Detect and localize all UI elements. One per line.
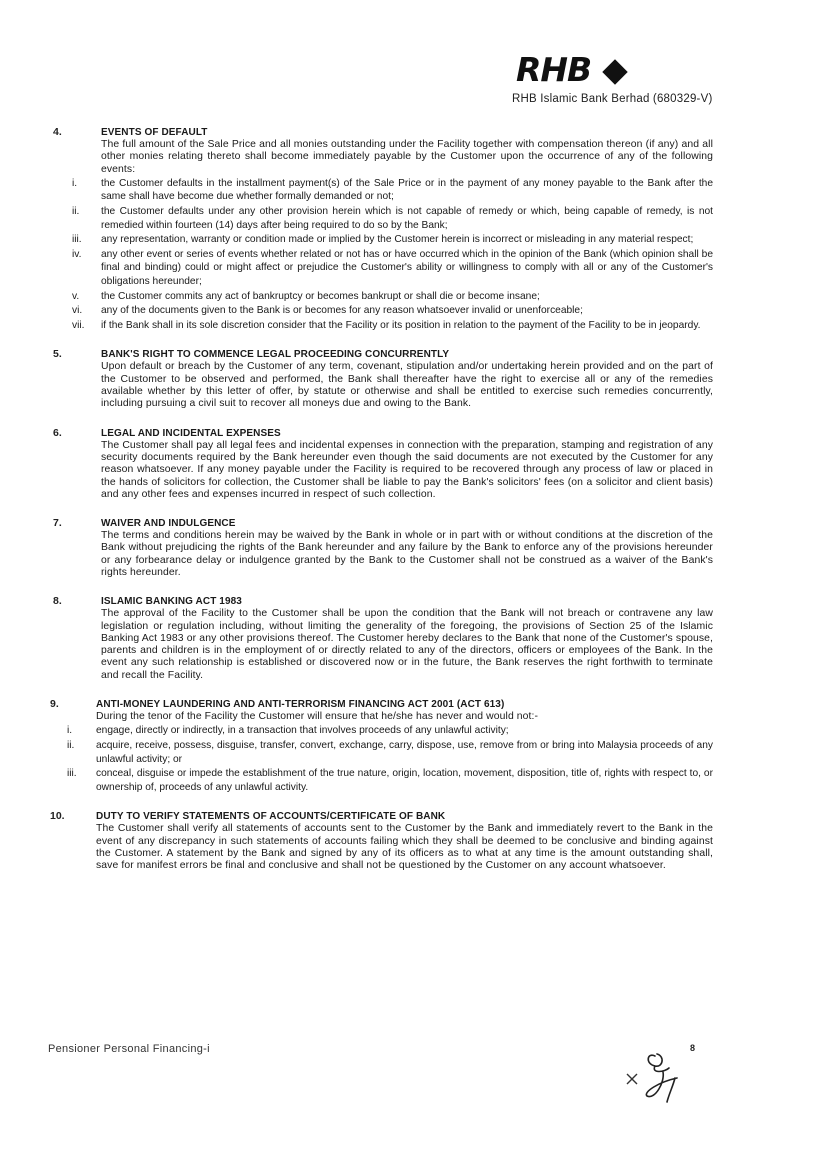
item-number: i. [67,725,73,737]
clause-title: DUTY TO VERIFY STATEMENTS OF ACCOUNTS/CERTIFICATE OF BANK [96,811,446,823]
list-item [72,177,713,204]
clause-text: Upon default or breach by the Customer of any term, covenant, stipulation and/or undertaking herein provided and on the part of the Customer to be observed and performed, the Bank shall thereafter have the right to exercise all or any of the remedies available whether by this letter of offer, by statute or otherwise and shall be entitled to exercise such remedies concurrently, including pursuing a civil suit to recover all moneys due and owing to the Bank. [101,361,713,410]
clause-title: WAIVER AND INDULGENCE [101,518,236,530]
item-number: ii. [72,206,80,218]
signature-mark [625,1038,697,1110]
item-text: the Customer defaults in the installment payment(s) of the Sale Price or in the payment of any money payable to the Bank after the same shall have become due whether formally demanded or not; [101,177,713,203]
clause-title: BANK'S RIGHT TO COMMENCE LEGAL PROCEEDING CONCURRENTLY [101,349,450,361]
list-item [72,233,713,247]
clause-legal-expenses [0,427,826,501]
clause-anti-money-laundering [0,698,826,794]
item-number: iii. [67,768,77,780]
clause-title: EVENTS OF DEFAULT [101,127,208,138]
item-number: ii. [67,739,75,751]
item-text: any of the documents given to the Bank is or becomes for any reason whatsoever invalid or unenforceable; [101,305,583,317]
clause-waiver [0,517,826,579]
item-number: vi. [72,305,83,317]
clause-number: 6. [53,426,62,439]
item-number: iv. [72,248,82,260]
item-text: any other event or series of events whether related or not has or have occurred which in the opinion of the Bank (which opinion shall be final and binding) could or might affect or prejudice the Customer's ability or willingness to comply with all or any of the Customer's obligations hereunder; [101,248,713,288]
clause-number: 9. [50,698,59,711]
list-item [72,205,713,232]
clauses [0,126,826,889]
item-number: i. [72,177,78,189]
clause-text: During the tenor of the Facility the Customer will ensure that he/she has never and would not:- [96,711,539,723]
list-item [72,290,713,304]
clause-events-of-default [0,126,826,332]
footer-product-name: Pensioner Personal Financing-i [48,1043,210,1055]
logo-diamond-icon [602,59,627,84]
clause-text: The full amount of the Sale Price and all monies outstanding under the Facility together with compensation thereon (if any) and all other monies relating thereto shall become immediately payable by the Customer upon the occurrence of any of the following events: [101,139,713,175]
clause-number: 10. [50,810,65,823]
clause-legal-proceeding [0,348,826,410]
list-item [72,304,713,318]
clause-islamic-banking-act [0,595,826,682]
clause-verify-statements [0,810,826,872]
clause-number: 8. [53,595,62,608]
page-number: 8 [690,1043,696,1053]
list-item [67,724,713,738]
list-item [72,248,713,289]
item-text: conceal, disguise or impede the establishment of the true nature, origin, location, movement, disposition, title of, rights with respect to, or ownership of, proceeds of any unlawful activity. [96,768,713,793]
clause-text: The terms and conditions herein may be waived by the Bank in whole or in part with or without conditions at the discretion of the Bank without prejudicing the rights of the Bank hereunder and any failure by the Bank to enforce any of the provisions hereunder or any forbearance delay or indulgence granted by the Bank to the Customer shall not be construed as a waiver of the Bank's rights hereunder. [101,530,713,578]
item-number: vii. [72,319,85,331]
logo-text: RHB [516,50,592,89]
clause-title: ANTI-MONEY LAUNDERING AND ANTI-TERRORISM FINANCING ACT 2001 (ACT 613) [96,699,505,711]
list-item [67,739,713,766]
item-text: any representation, warranty or condition made or implied by the Customer herein is incorrect or misleading in any material respect; [101,234,694,246]
clause-text: The Customer shall pay all legal fees and incidental expenses in connection with the preparation, stamping and registration of any security documents required by the Bank hereunder even though the said documents are not executed by the Customer for any reason whatsoever. If any money payable under the Facility is required to be recovered through any process of law or placed in the hands of solicitors for collection, the Customer shall be liable to pay the Bank's solicitors' fees (on a solicitor and client basis) and any other fees and expenses incurred in respect of such collection. [101,439,713,500]
list-item [72,319,713,333]
clause-number: 5. [53,348,62,361]
item-text: the Customer defaults under any other provision herein which is not capable of remedy or which, being capable of remedy, is not remedied within fourteen (14) days after being required to do so by the Bank; [101,206,713,231]
clause-text: The Customer shall verify all statements of accounts sent to the Customer by the Bank and immediately revert to the Bank in the event of any discrepancy in such statements of accounts failing which they shall be deemed to be conclusive and binding against the Customer. A statement by the Bank and signed by any of its officers as to what at any time is the amount outstanding shall, save for manifest errors be final and conclusive and shall not be questioned by the Customer on any account whatsoever. [96,823,713,872]
rhb-logo [516,50,636,94]
bank-name: RHB Islamic Bank Berhad (680329-V) [512,93,713,105]
clause-number: 7. [53,517,62,530]
item-number: iii. [72,234,82,246]
clause-number: 4. [53,126,62,138]
clause-text: The approval of the Facility to the Customer shall be upon the condition that the Bank will not breach or contravene any law legislation or regulation including, without limiting the generality of the foregoing, the provisions of Section 25 of the Islamic Banking Act 1983 or any other provisions thereof. The Customer hereby declares to the Bank that none of the Customer's spouse, parents and children is in the employment of or directly related to any of the directors, officers or employees of the Bank. In the event any such relationship is established or discovered now or in the future, the Bank reserves the right forthwith to terminate and recall the Facility. [101,608,713,681]
list-item [67,767,713,794]
clause-title: LEGAL AND INCIDENTAL EXPENSES [101,427,281,439]
item-text: the Customer commits any act of bankruptcy or becomes bankrupt or shall die or become insane; [101,290,540,302]
item-text: if the Bank shall in its sole discretion consider that the Facility or its position in relation to the payment of the Facility to be in jeopardy. [101,319,701,331]
item-number: v. [72,290,80,302]
item-text: engage, directly or indirectly, in a transaction that involves proceeds of any unlawful activity; [96,725,509,737]
clause-title: ISLAMIC BANKING ACT 1983 [101,596,242,608]
item-text: acquire, receive, possess, disguise, transfer, convert, exchange, carry, dispose, use, remove from or bring into Malaysia proceeds of any unlawful activity; or [96,739,713,765]
